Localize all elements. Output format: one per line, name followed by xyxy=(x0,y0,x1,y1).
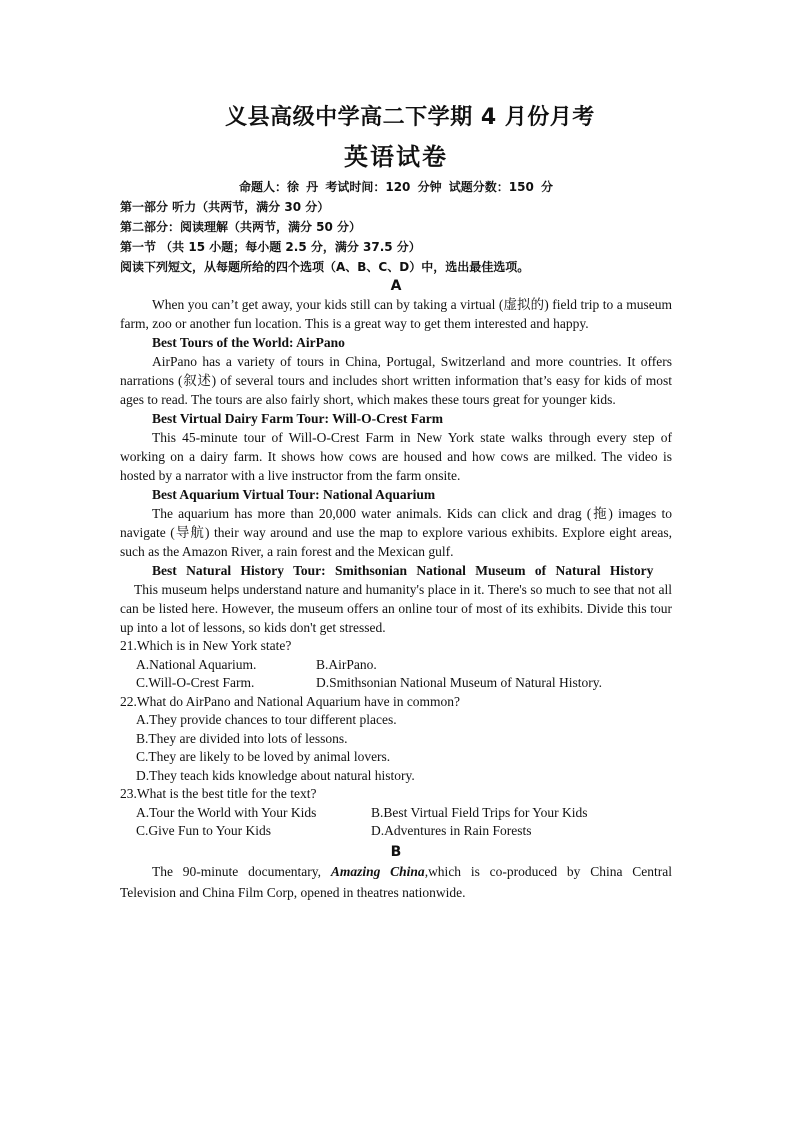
section1-heading: 第一节 （共 15 小题；每小题 2.5 分，满分 37.5 分） xyxy=(120,240,421,254)
film-title: Amazing China xyxy=(330,863,425,879)
passage-b-intro xyxy=(120,861,672,903)
passage-b-intro-start: The 90-minute documentary, xyxy=(152,863,331,879)
option-d: D.Smithsonian National Museum of Natural History. xyxy=(316,675,602,690)
passage-a-para-1: AirPano has a variety of tours in China, Portugal, Switzerland and more countries. It offers narrations (叙述) of several tours and includes short written information that’s easy for kids of most ages to read. The tours are also fairly short, which makes these tours great for younger kids. xyxy=(120,354,672,407)
exam-meta: 命题人：徐 丹 考试时间：120 分钟 试题分数：150 分 xyxy=(239,180,553,194)
passage-a-label: A xyxy=(390,278,402,294)
exam-page xyxy=(120,100,672,903)
passage-a-heading-1: Best Tours of the World: AirPano xyxy=(152,335,345,350)
passage-a-para-3: The aquarium has more than 20,000 water animals. Kids can click and drag (拖) images to navigate (导航) their way around and use the map to explore various exhibits. Explore eight areas, such as the Amazon River, a rain forest and the Mexican gulf. xyxy=(120,506,672,559)
passage-a-para-4: This museum helps understand nature and humanity's place in it. There's so much to see that not all can be listed here. However, the museum offers an online tour of most of its exhibits. Divide this tour up into a lot of lessons, so kids don't get stressed. xyxy=(120,582,672,635)
reading-instruction: 阅读下列短文，从每题所给的四个选项（A、B、C、D）中，选出最佳选项。 xyxy=(120,260,530,274)
option-a: A.They provide chances to tour different places. xyxy=(136,712,397,727)
option-b: B.AirPano. xyxy=(316,656,377,672)
part2-heading: 第二部分：阅读理解（共两节，满分 50 分） xyxy=(120,220,362,234)
question-stem: 22.What do AirPano and National Aquarium have in common? xyxy=(120,693,461,709)
question-stem: 21.Which is in New York state? xyxy=(120,638,292,653)
exam-subject-title: 英语试卷 xyxy=(344,143,448,171)
option-d: D.They teach kids knowledge about natural history. xyxy=(136,767,415,783)
question-21 xyxy=(120,637,672,693)
option-c: C.They are likely to be loved by animal lovers. xyxy=(136,749,391,764)
passage-a-heading-2: Best Virtual Dairy Farm Tour: Will-O-Crest Farm xyxy=(152,411,443,426)
passage-a-heading-4: Best Natural History Tour: Smithsonian National Museum of Natural History xyxy=(152,563,654,578)
exam-title: 义县高级中学高二下学期 4 月份月考 xyxy=(225,105,595,130)
option-a: A.Tour the World with Your Kids xyxy=(136,804,317,820)
option-b: B.They are divided into lots of lessons. xyxy=(136,730,348,746)
question-stem: 23.What is the best title for the text? xyxy=(120,786,317,801)
passage-a-intro: When you can’t get away, your kids still can by taking a virtual (虚拟的) field trip to a museum farm, zoo or another fun location. This is a great way to get them interested and happy. xyxy=(120,297,672,331)
passage-a-heading-3: Best Aquarium Virtual Tour: National Aquarium xyxy=(152,487,436,502)
option-c: C.Will-O-Crest Farm. xyxy=(136,675,255,690)
option-c: C.Give Fun to Your Kids xyxy=(136,823,272,838)
passage-b-intro-end: ,which is co-produced by China Central Television and China Film Corp, opened in theatres nationwide. xyxy=(120,863,672,900)
passage-a-para-2: This 45-minute tour of Will-O-Crest Farm in New York state walks through every step of working on a dairy farm. It shows how cows are housed and how cows are milked. The video is hosted by a narrator with a live instructor from the farm onsite. xyxy=(120,430,672,483)
option-a: A.National Aquarium. xyxy=(136,656,257,672)
question-23 xyxy=(120,785,672,841)
question-22 xyxy=(120,693,672,786)
passage-b-label: B xyxy=(390,843,402,860)
option-d: D.Adventures in Rain Forests xyxy=(371,823,532,838)
option-b: B.Best Virtual Field Trips for Your Kids xyxy=(371,804,588,820)
part1-heading: 第一部分 听力（共两节，满分 30 分） xyxy=(120,200,330,214)
